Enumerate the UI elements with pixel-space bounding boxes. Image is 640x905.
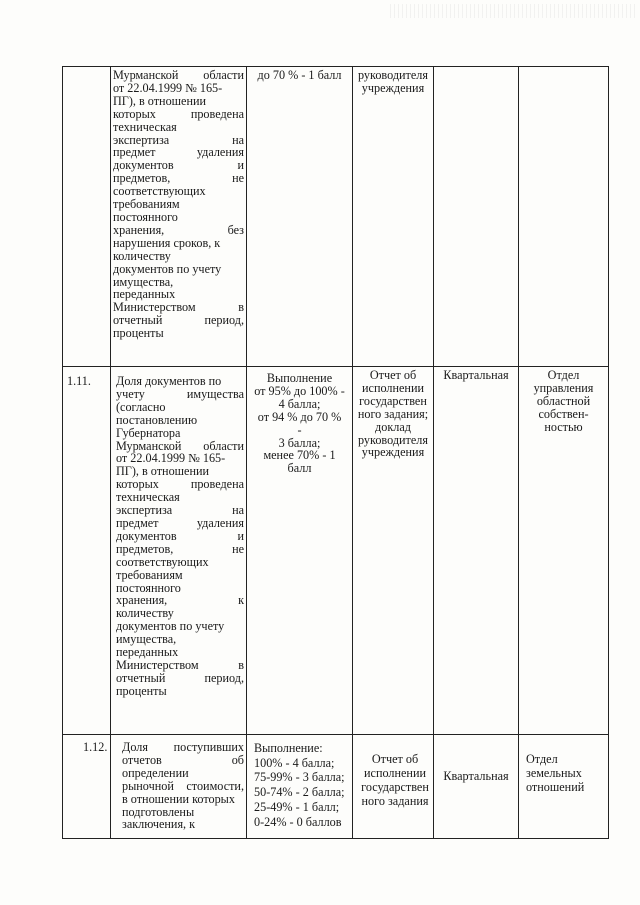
cell-text-line: документов по учету xyxy=(113,261,222,276)
row-1-period: Квартальная xyxy=(443,368,509,382)
cell-text-line: 4 балла; xyxy=(278,396,321,411)
cell-text-word: на xyxy=(232,503,244,518)
cell-text-line xyxy=(122,741,244,754)
row-1-description xyxy=(116,375,244,698)
cell-text-line xyxy=(122,780,244,793)
cell-text-word: Мурманской xyxy=(113,68,179,82)
cell-text-word: проведена xyxy=(190,477,244,492)
column-divider xyxy=(608,66,609,839)
cell-text-line: техническая xyxy=(116,490,180,505)
cell-text-word: экспертиза xyxy=(113,132,170,147)
cell-text-line: ПГ), в отношении xyxy=(116,464,210,479)
cell-text-word: предметов, xyxy=(113,171,171,186)
cell-text-line: определении xyxy=(122,765,189,780)
cell-text-line: Отчет об xyxy=(369,368,417,382)
cell-text-line xyxy=(116,530,244,543)
cell-text-line: до 70 % - 1 балл xyxy=(257,68,342,82)
row-2-period: Квартальная xyxy=(443,769,509,783)
cell-text-line: отношений xyxy=(526,780,585,794)
cell-text-word: которых xyxy=(113,106,156,121)
cell-text-line xyxy=(113,69,244,82)
cell-text-word: удаления xyxy=(196,515,244,530)
cell-text-line: Отдел xyxy=(526,752,558,766)
cell-text-line xyxy=(122,754,244,767)
cell-text-word: рыночной xyxy=(122,778,174,793)
cell-text-word: период, xyxy=(204,313,244,328)
column-divider xyxy=(433,66,434,839)
cell-text-line: имущества, xyxy=(113,274,174,289)
cell-text-line: областной xyxy=(536,393,591,408)
cell-text-word: Мурманской xyxy=(116,438,182,453)
cell-text-word: проведена xyxy=(190,106,244,121)
column-divider xyxy=(110,66,111,839)
cell-text-line xyxy=(116,659,244,672)
row-divider xyxy=(62,734,609,735)
cell-text-line: 75-99% - 3 балла; xyxy=(254,770,345,785)
cell-text-word: экспертиза xyxy=(116,503,173,518)
column-divider xyxy=(352,66,353,839)
cell-text-word: Министерством xyxy=(113,300,196,315)
cell-text-line: Выполнение xyxy=(266,371,333,385)
cell-text-line: от 22.04.1999 № 165- xyxy=(113,80,223,95)
cell-text-word: и xyxy=(237,158,244,173)
cell-text-word: хранения, xyxy=(116,593,168,608)
cell-text-line: учреждения xyxy=(361,80,425,95)
scan-noise xyxy=(390,4,638,18)
cell-text-line: требованиям xyxy=(116,567,183,582)
cell-text-line: имущества, xyxy=(116,632,177,647)
cell-text-line: 0-24% - 0 баллов xyxy=(254,814,342,829)
cell-text-line: Отдел xyxy=(547,368,580,382)
row-2-criteria xyxy=(254,741,351,829)
row-1-responsible xyxy=(521,369,606,434)
cell-text-line: заключения, к xyxy=(122,817,196,832)
row-2-number: 1.12. xyxy=(83,740,108,754)
cell-text-line: количеству xyxy=(113,248,171,263)
cell-text-word: предмет xyxy=(113,145,156,160)
cell-text-word: не xyxy=(232,171,244,186)
cell-text-word: которых xyxy=(116,477,159,492)
cell-text-word: поступивших xyxy=(173,740,244,754)
cell-text-word: области xyxy=(203,68,244,82)
cell-text-word: об xyxy=(231,752,244,767)
cell-text-line: балл xyxy=(287,461,312,476)
cell-text-line: руководителя xyxy=(358,432,428,447)
cell-text-line: подготовлены xyxy=(122,804,195,819)
cell-text-line xyxy=(116,388,244,401)
cell-text-line: руководителя xyxy=(358,68,428,82)
cell-text-line xyxy=(116,543,244,556)
cell-text-line: собствен- xyxy=(538,406,589,421)
cell-text-line: земельных xyxy=(526,766,582,780)
cell-text-line: ного задания xyxy=(361,794,429,808)
cell-text-line: (согласно xyxy=(116,399,166,414)
cell-text-word: отчетный xyxy=(116,670,166,685)
cell-text-line: документов по учету xyxy=(116,619,225,634)
row-0-criteria xyxy=(249,69,350,82)
cell-text-word: период, xyxy=(204,670,244,685)
cell-text-word: документов xyxy=(113,158,174,173)
column-divider xyxy=(62,66,63,839)
table-border-bottom xyxy=(62,838,609,839)
cell-text-word: области xyxy=(203,438,244,453)
row-divider xyxy=(62,366,609,367)
cell-text-word: документов xyxy=(116,528,177,543)
cell-text-word: учету xyxy=(116,386,145,401)
cell-text-line: переданных xyxy=(113,287,176,302)
cell-text-line: - xyxy=(297,422,302,437)
cell-text-word: предметов, xyxy=(116,541,174,556)
cell-text-line: в отношении которых xyxy=(122,791,235,806)
cell-text-line: техническая xyxy=(113,119,177,134)
cell-text-word: в xyxy=(238,657,244,672)
cell-text-line: Выполнение: xyxy=(254,741,323,755)
cell-text-line: Доля документов по xyxy=(116,374,222,388)
cell-text-line: переданных xyxy=(116,645,179,660)
cell-text-line: постоянного xyxy=(113,209,178,224)
cell-text-line: исполнении xyxy=(364,766,426,780)
cell-text-line: 3 балла; xyxy=(278,435,321,450)
cell-text-line: 50-74% - 2 балла; xyxy=(254,785,345,800)
row-2-report xyxy=(358,752,432,808)
cell-text-line: исполнении xyxy=(362,380,424,395)
cell-text-word: удаления xyxy=(196,145,244,160)
cell-text-line: ного задания; xyxy=(357,406,429,421)
cell-text-word: на xyxy=(232,132,244,147)
cell-text-line: количеству xyxy=(116,606,174,621)
row-2-description xyxy=(122,741,244,831)
cell-text-word: стоимости, xyxy=(186,778,244,793)
cell-text-line: ностью xyxy=(544,419,583,434)
cell-text-word: к xyxy=(238,593,244,608)
cell-text-line: проценты xyxy=(113,326,164,341)
cell-text-line: государствен xyxy=(361,780,429,794)
row-2-responsible xyxy=(526,752,606,794)
cell-text-word: имущества xyxy=(186,386,244,401)
column-divider xyxy=(246,66,247,839)
table-border-top xyxy=(62,66,609,67)
cell-text-line: нарушения сроков, к xyxy=(113,235,221,250)
cell-text-word: не xyxy=(232,541,244,556)
cell-text-word: отчетов xyxy=(122,752,162,767)
cell-text-line: 25-49% - 1 балл; xyxy=(254,799,340,814)
cell-text-line: от 22.04.1999 № 165- xyxy=(116,451,226,466)
row-1-criteria xyxy=(249,372,350,475)
cell-text-line: соответствующих xyxy=(116,554,209,569)
cell-text-line: проценты xyxy=(116,683,167,698)
cell-text-line xyxy=(113,224,244,237)
cell-text-line: 100% - 4 балла; xyxy=(254,755,335,770)
cell-text-line: Губернатора xyxy=(116,425,181,440)
cell-text-line: от 94 % до 70 % xyxy=(257,409,342,424)
cell-text-word: предмет xyxy=(116,515,159,530)
cell-text-line: управления xyxy=(533,380,594,395)
cell-text-line: государствен xyxy=(359,393,427,408)
cell-text-word: Министерством xyxy=(116,657,199,672)
cell-text-line: постоянного xyxy=(116,580,181,595)
cell-text-line xyxy=(116,672,244,685)
cell-text-word: отчетный xyxy=(113,313,163,328)
cell-text-line: требованиям xyxy=(113,197,180,212)
row-0-description xyxy=(113,69,244,340)
cell-text-line: учреждения xyxy=(361,445,425,460)
cell-text-word: Доля xyxy=(122,740,148,754)
column-divider xyxy=(518,66,519,839)
cell-text-line: от 95% до 100% - xyxy=(254,383,345,398)
cell-text-line: менее 70% - 1 xyxy=(263,448,336,463)
cell-text-word: в xyxy=(238,300,244,315)
cell-text-line: постановлению xyxy=(116,412,198,427)
row-1-number: 1.11. xyxy=(67,374,91,388)
cell-text-word: без xyxy=(227,222,244,237)
cell-text-line xyxy=(116,517,244,530)
cell-text-line: ПГ), в отношении xyxy=(113,93,207,108)
cell-text-line: Отчет об xyxy=(371,752,419,766)
cell-text-word: и xyxy=(237,528,244,543)
cell-text-line xyxy=(113,108,244,121)
row-1-report xyxy=(355,369,431,459)
row-0-report xyxy=(355,69,431,95)
cell-text-word: хранения, xyxy=(113,222,165,237)
cell-text-line: доклад xyxy=(375,419,411,434)
cell-text-line: соответствующих xyxy=(113,184,206,199)
